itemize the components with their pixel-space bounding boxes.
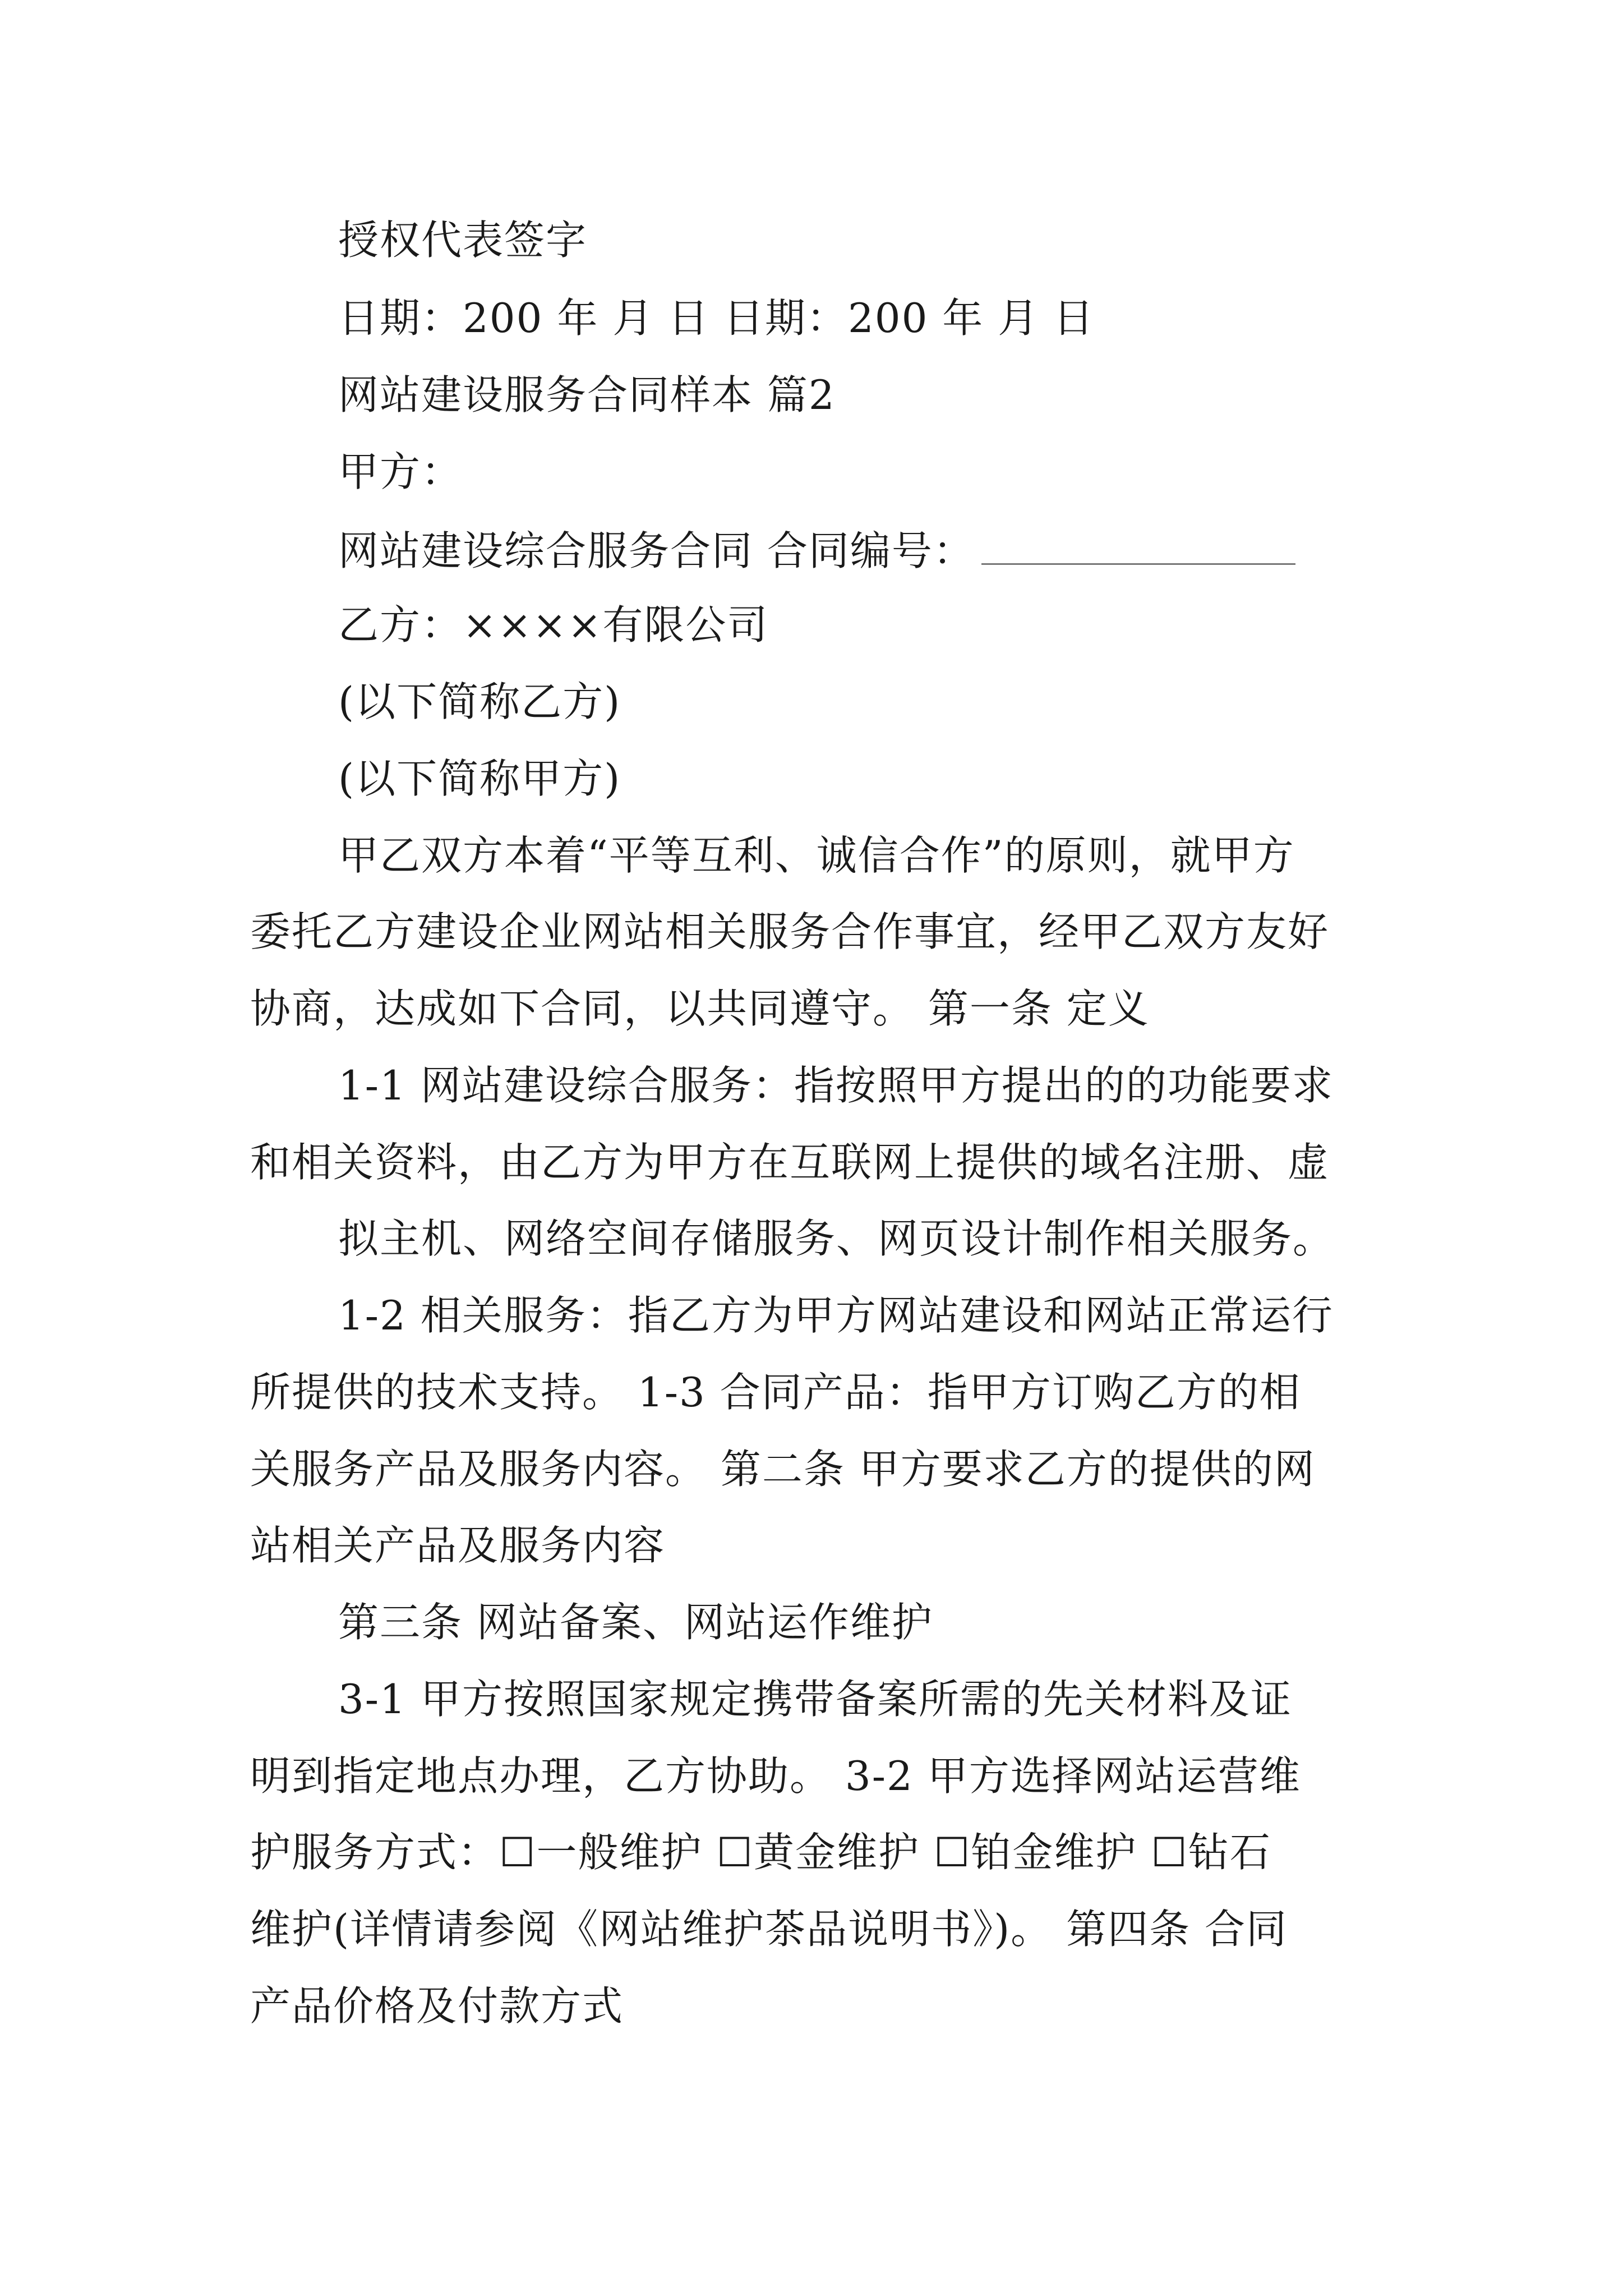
body-line: 委托乙方建设企业网站相关服务合作事宜，经甲乙双方友好 bbox=[250, 908, 1330, 955]
body-line: 产品价格及付款方式 bbox=[250, 1982, 624, 2030]
body-line: 维护(详情请参阅《网站维护茶品说明书》)。 第四条 合同 bbox=[250, 1906, 1288, 1953]
party-b-alias: (以下简称乙方) bbox=[338, 678, 621, 725]
body-line: 明到指定地点办理，乙方协助。 3-2 甲方选择网站运营维 bbox=[250, 1752, 1301, 1800]
party-b-line: 乙方：××××有限公司 bbox=[338, 601, 769, 648]
authorized-signature-label: 授权代表签字 bbox=[338, 217, 588, 264]
signature-date-line: 日期：200 年 月 日 日期：200 年 月 日 bbox=[338, 295, 1095, 342]
body-line: 和相关资料，由乙方为甲方在互联网上提供的域名注册、虚 bbox=[250, 1139, 1330, 1186]
contract-title: 网站建设综合服务合同 合同编号： bbox=[338, 527, 975, 574]
body-line: 1-2 相关服务：指乙方为甲方网站建设和网站正常运行 bbox=[338, 1292, 1334, 1339]
contract-title-line bbox=[338, 527, 1482, 574]
party-a-label: 甲方： bbox=[338, 448, 463, 495]
body-line: 拟主机、网络空间存储服务、网页设计制作相关服务。 bbox=[338, 1215, 1335, 1262]
document-heading: 网站建设服务合同样本 篇2 bbox=[338, 371, 836, 418]
party-a-alias: (以下简称甲方) bbox=[338, 755, 621, 802]
body-line: 关服务产品及服务内容。 第二条 甲方要求乙方的提供的网 bbox=[250, 1446, 1316, 1493]
body-line: 第三条 网站备案、网站运作维护 bbox=[338, 1599, 933, 1646]
body-line: 协商，达成如下合同，以共同遵守。 第一条 定义 bbox=[250, 985, 1150, 1032]
body-line: 1-1 网站建设综合服务：指按照甲方提出的的功能要求 bbox=[338, 1062, 1334, 1109]
body-line: 3-1 甲方按照国家规定携带备案所需的先关材料及证 bbox=[338, 1676, 1292, 1723]
body-line: 所提供的技术支持。 1-3 合同产品：指甲方订购乙方的相 bbox=[250, 1369, 1301, 1416]
body-line: 护服务方式：☐一般维护 ☐黄金维护 ☐铂金维护 ☐钻石 bbox=[250, 1829, 1271, 1876]
contract-number-blank bbox=[981, 528, 1295, 565]
body-line: 甲乙双方本着“平等互利、诚信合作”的原则，就甲方 bbox=[338, 832, 1295, 879]
body-line: 站相关产品及服务内容 bbox=[250, 1522, 666, 1569]
